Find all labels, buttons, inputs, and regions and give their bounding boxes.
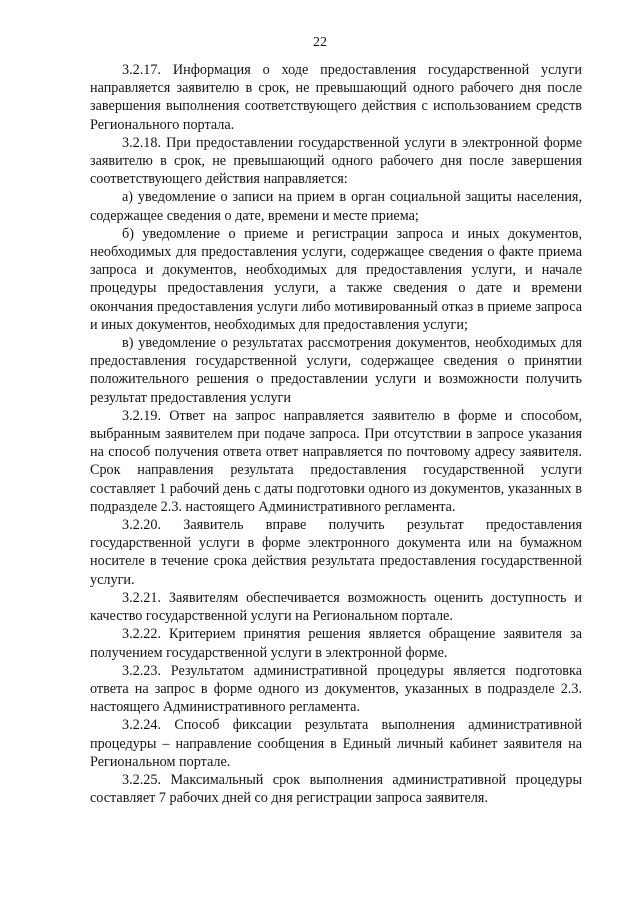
paragraph-3-2-17: 3.2.17. Информация о ходе предоставления государственной услуги направляется заявителю в срок, не превышающий одного рабочего дня после завершения выполнения соответствующего действия с использованием средств Регионального портала. [90,62,582,133]
paragraph-3-2-22: 3.2.22. Критерием принятия решения является обращение заявителя за получением государственной услуги в электронной форме. [90,626,582,661]
paragraph-3-2-19: 3.2.19. Ответ на запрос направляется заявителю в форме и способом, выбранным заявителем при подаче запроса. При отсутствии в запросе указания на способ получения ответа ответ направляется по почтовому адресу заявителя. Срок направления результата предоставления государственной услуги составляет 1 рабочий день с даты подготовки одного из документов, указанных в подразделе 2.3. настоящего Административного регламента. [90,407,582,515]
paragraph-3-2-18: 3.2.18. При предоставлении государственной услуги в электронной форме заявителю в срок, не превышающий одного рабочего дня после завершения соответствующего действия направляется: [90,134,582,188]
paragraph-3-2-24: 3.2.24. Способ фиксации результата выполнения административной процедуры – направление сообщения в Единый личный кабинет заявителя на Региональном портале. [90,717,582,770]
list-item-b: б) уведомление о приеме и регистрации запроса и иных документов, необходимых для предоставления услуги, содержащее сведения о факте приема запроса и документов, необходимых для предоставления услуги, и начале процедуры предоставления услуги, а также сведения о дате и времени окончания предоставления услуги либо мотивированный отказ в приеме запроса и иных документов, необходимых для предоставления услуги; [90,225,582,333]
list-item-a: а) уведомление о записи на прием в орган социальной защиты населения, содержащее сведения о дате, времени и месте приема; [90,189,582,224]
page-number: 22 [313,35,327,50]
paragraph-3-2-23: 3.2.23. Результатом административной процедуры является подготовка ответа на запрос в форме одного из документов, указанных в подразделе 2.3. настоящего Административного регламента. [90,662,582,716]
paragraph-3-2-25: 3.2.25. Максимальный срок выполнения административной процедуры составляет 7 рабочих дней со дня регистрации запроса заявителя. [90,771,582,807]
document-body [90,61,582,807]
paragraph-3-2-20: 3.2.20. Заявитель вправе получить результат предоставления государственной услуги в форме электронного документа или на бумажном носителе в течение срока действия результата предоставления государственной услуги. [90,517,582,588]
list-item-v: в) уведомление о результатах рассмотрения документов, необходимых для предоставления государственной услуги, содержащее сведения о принятии положительного решения о предоставлении услуги и возможности получить результат предоставления услуги [90,335,582,406]
paragraph-3-2-21: 3.2.21. Заявителям обеспечивается возможность оценить доступность и качество государственной услуги на Региональном портале. [90,589,582,625]
